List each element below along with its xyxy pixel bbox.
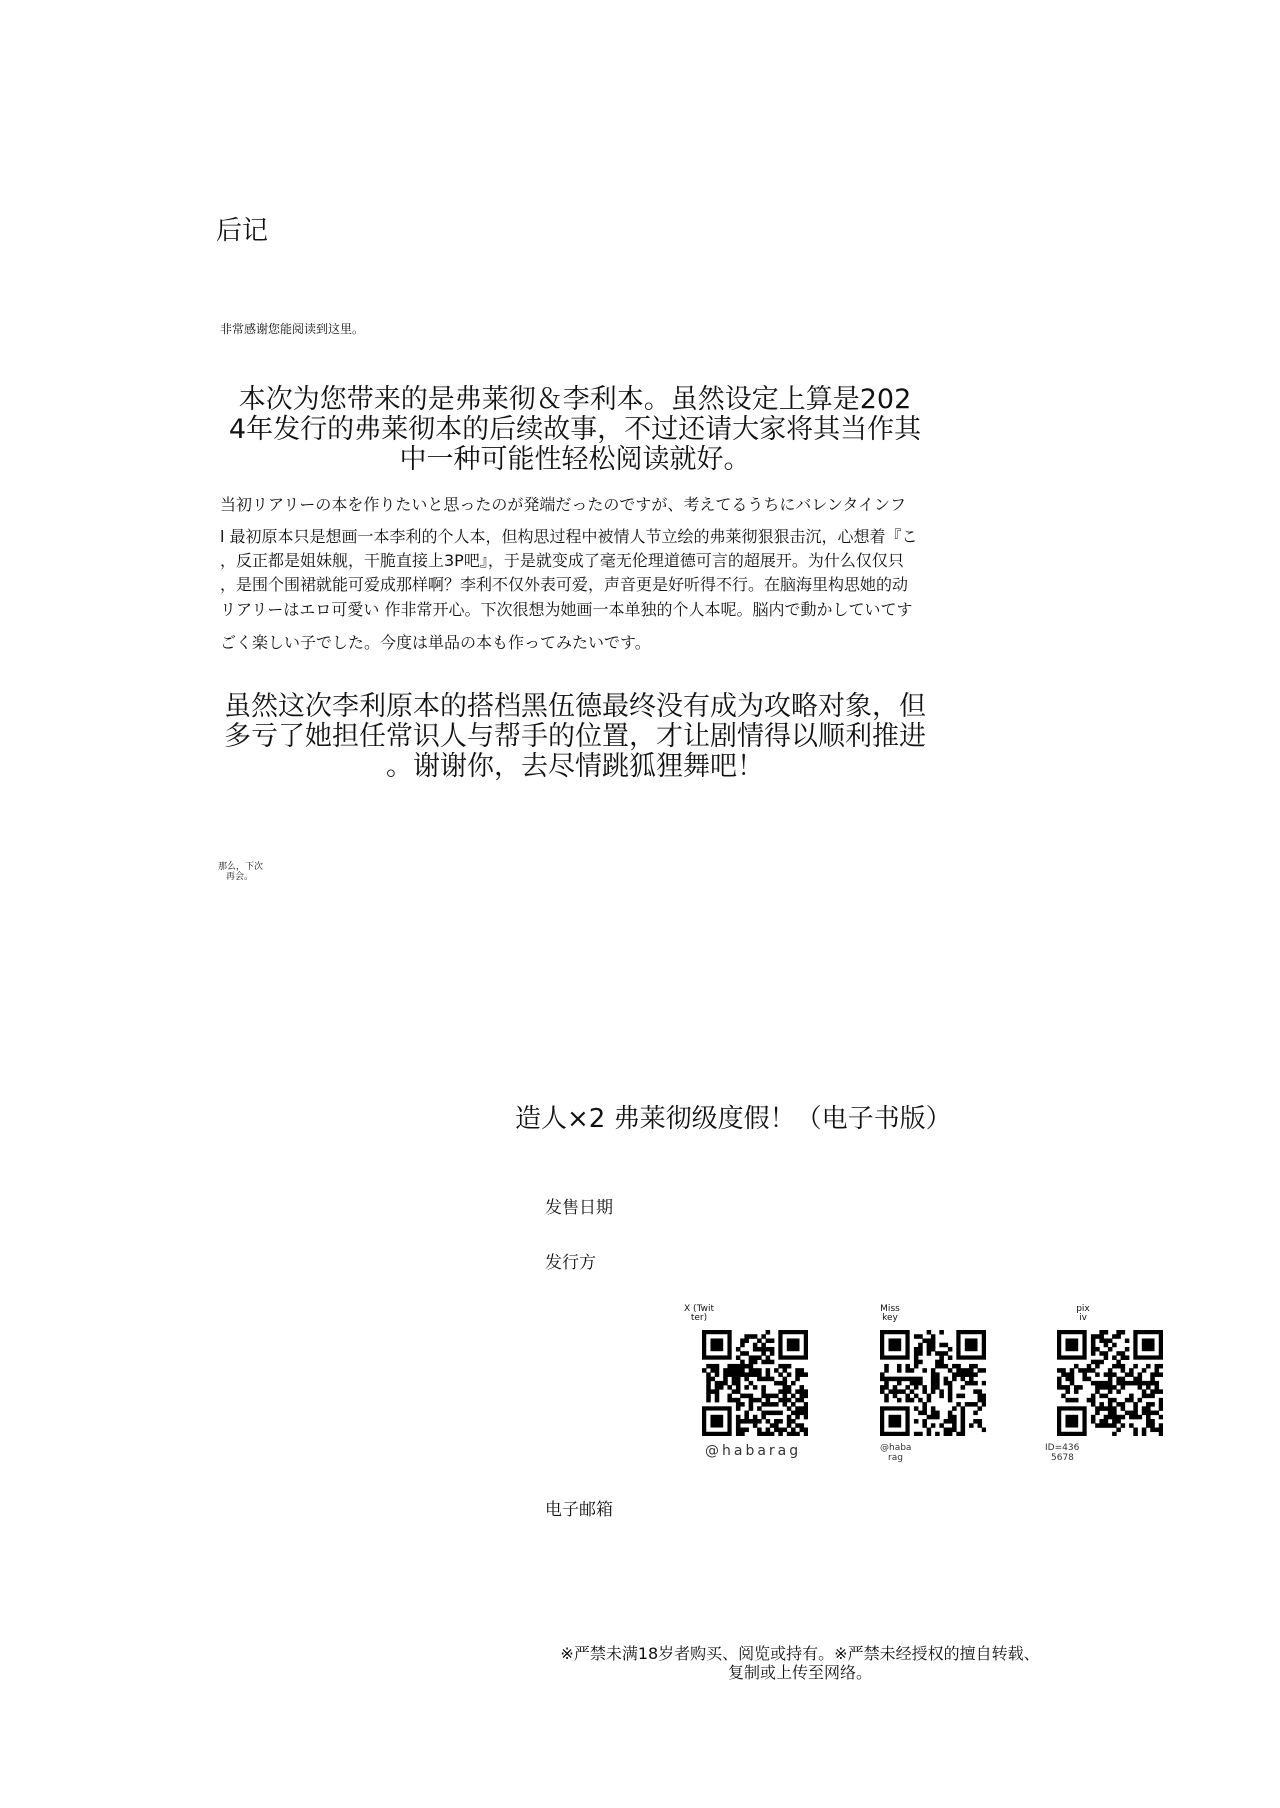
farewell <box>218 862 263 882</box>
qr-code-icon[interactable] <box>1057 1330 1163 1436</box>
paragraph-line: 本次为您带来的是弗莱彻＆李利本。虽然设定上算是202 <box>238 384 912 415</box>
handle-line: rag <box>888 1453 903 1463</box>
mixed-line: l 最初原本只是想画一本李利的个人本，但构思过程中被情人节立绘的弗莱彻狠狠击沉，心想着『こ <box>220 527 918 546</box>
paragraph-line: 虽然这次李利原本的搭档黑伍德最终没有成为攻略对象，但 <box>224 691 926 722</box>
misskey-handle <box>880 1443 911 1463</box>
qr-label-misskey <box>873 1305 907 1323</box>
page-title: 后记 <box>216 216 269 246</box>
thanks-line: 非常感谢您能阅读到这里。 <box>220 322 365 336</box>
qr-label-line: Miss <box>880 1304 900 1314</box>
afterword-paragraph-1 <box>200 385 950 475</box>
pixiv-handle <box>1045 1443 1079 1463</box>
publisher-label: 发行方 <box>545 1253 596 1273</box>
x-handle: @habarag <box>705 1443 802 1459</box>
legal-line: 复制或上传至网络。 <box>727 1663 872 1682</box>
release-date-label: 发售日期 <box>545 1198 613 1218</box>
mixed-line: ，反正都是姐妹舰，干脆直接上3P吧』，于是就变成了毫无伦理道德可言的超展开。为什么仅仅只 <box>220 551 904 570</box>
farewell-line: 再会。 <box>226 872 254 882</box>
handle-line: ID=436 <box>1045 1443 1080 1453</box>
qr-label-line: ter) <box>690 1313 708 1323</box>
qr-label-pixiv <box>1066 1305 1100 1323</box>
mixed-line: 当初リアリーの本を作りたいと思ったのが発端だったのですが、考えてるうちにバレンタインフ <box>220 495 907 514</box>
mixed-line: リアリーはエロ可愛い 作非常开心。下次很想为她画一本单独的个人本呢。脳内で動かしていてす <box>220 600 913 619</box>
qr-label-line: iv <box>1079 1313 1087 1323</box>
paragraph-line: 多亏了她担任常识人与帮手的位置，才让剧情得以顺利推进 <box>224 721 926 752</box>
qr-label-x <box>682 1305 716 1323</box>
qr-code-icon[interactable] <box>880 1330 986 1436</box>
mixed-line: ，是围个围裙就能可爱成那样啊？李利不仅外表可爱，声音更是好听得不行。在脑海里构思她的动 <box>220 575 909 594</box>
paragraph-line: 中一种可能性轻松阅读就好。 <box>399 444 751 475</box>
farewell-line: 那么，下次 <box>218 862 264 872</box>
handle-line: 5678 <box>1051 1453 1074 1463</box>
qr-x <box>682 1305 716 1323</box>
qr-label-line: key <box>882 1313 898 1323</box>
legal-line: ※严禁未满18岁者购买、阅览或持有。※严禁未经授权的擅自转载、 <box>560 1644 1040 1663</box>
book-title: 造人×2 弗莱彻级度假！（电子书版） <box>515 1104 952 1134</box>
mixed-line: ごく楽しい子でした。今度は単品の本も作ってみたいです。 <box>220 633 651 652</box>
afterword-paragraph-2 <box>200 692 950 782</box>
qr-misskey <box>873 1305 907 1323</box>
paragraph-line: 4年发行的弗莱彻本的后续故事，不过还请大家将其当作其 <box>228 414 922 445</box>
qr-pixiv <box>1066 1305 1100 1323</box>
legal-notice <box>520 1644 1080 1682</box>
qr-label-line: X (Twit <box>684 1304 714 1314</box>
handle-line: @haba <box>880 1443 912 1453</box>
paragraph-line: 。谢谢你，去尽情跳狐狸舞吧！ <box>386 751 764 782</box>
email-label: 电子邮箱 <box>545 1500 613 1520</box>
qr-code-icon[interactable] <box>702 1330 808 1436</box>
qr-label-line: pix <box>1076 1304 1090 1314</box>
